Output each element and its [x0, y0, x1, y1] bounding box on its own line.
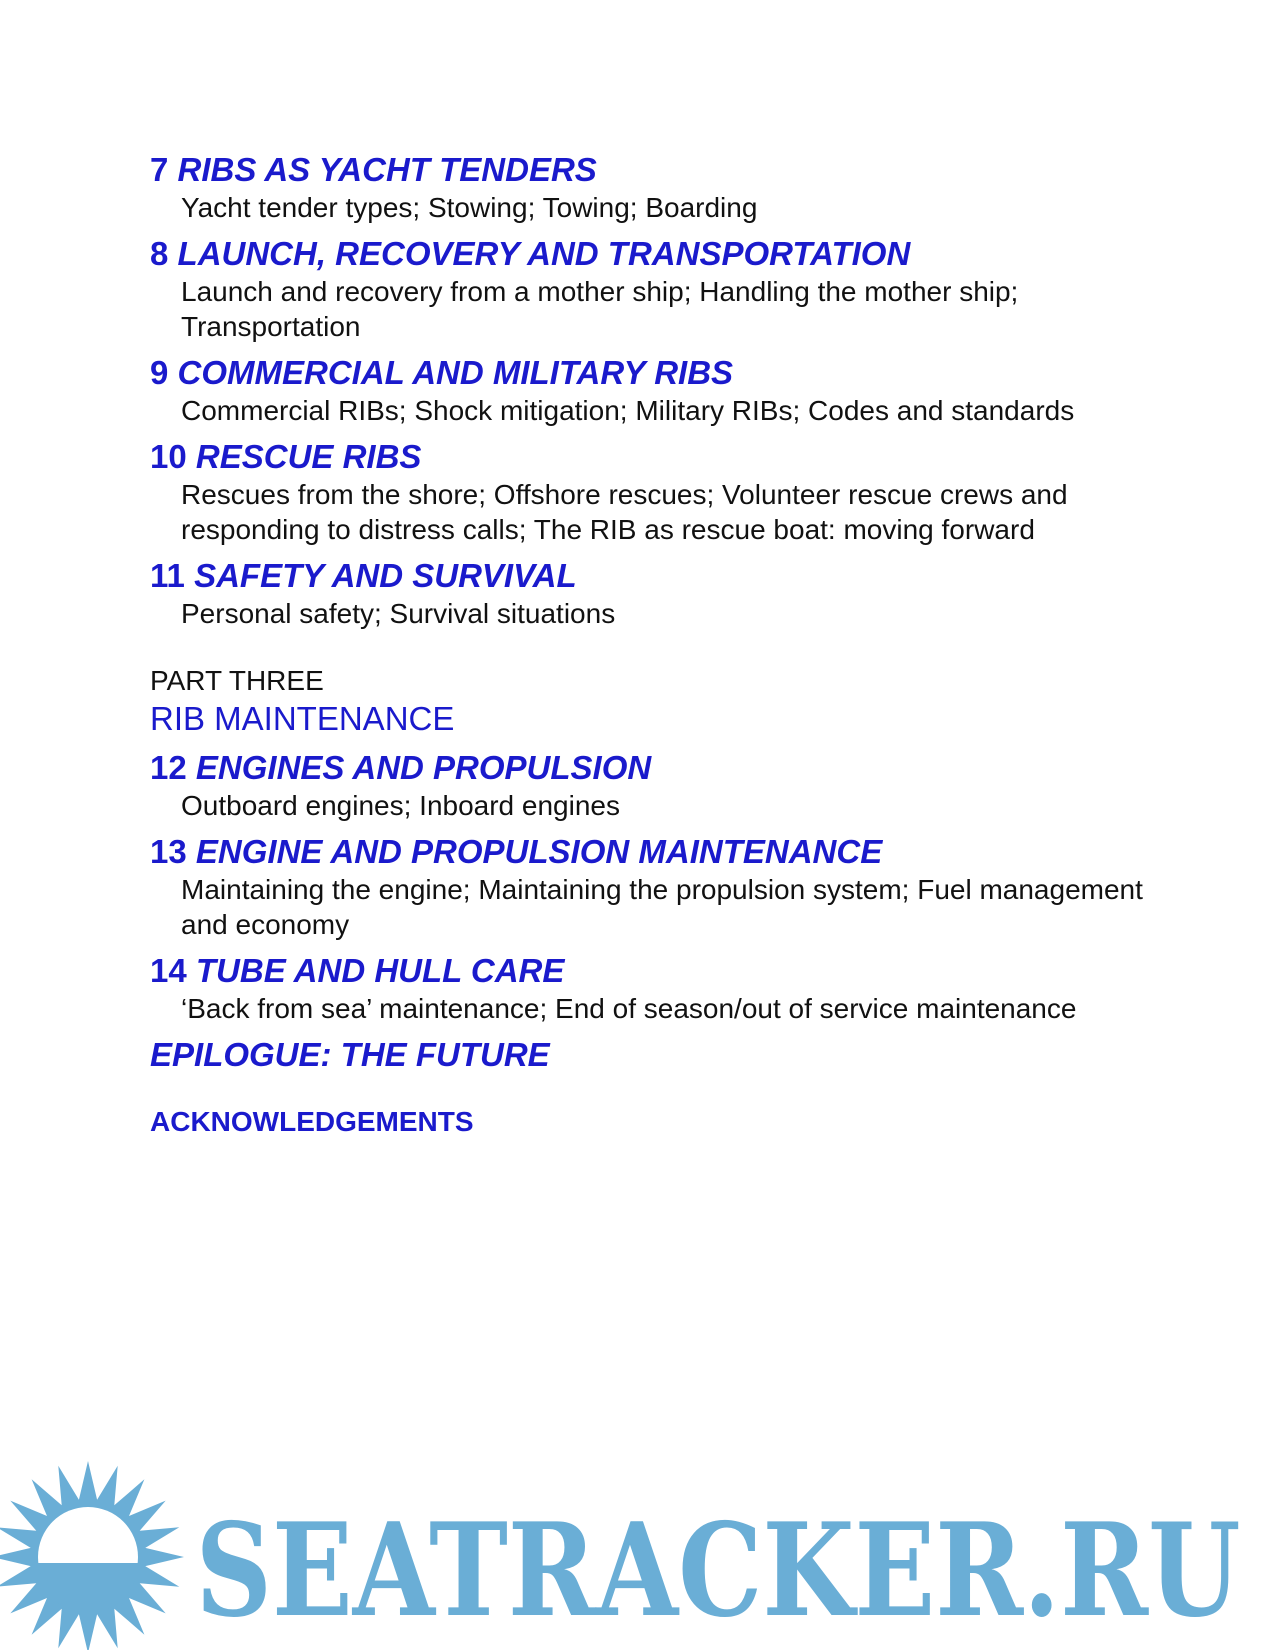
watermark-logo [0, 1455, 1275, 1650]
chapter-entry [150, 951, 1150, 1026]
chapter-number: 13 [150, 833, 187, 870]
chapter-title[interactable] [150, 234, 1150, 274]
chapter-number: 7 [150, 151, 169, 188]
chapter-title-text: LAUNCH, RECOVERY AND TRANSPORTATION [177, 235, 911, 272]
chapter-title[interactable] [150, 832, 1150, 872]
chapter-number: 14 [150, 952, 187, 989]
watermark-text: SEATRACKER.RU [195, 1496, 1241, 1646]
chapter-number: 10 [150, 438, 187, 475]
chapter-title[interactable] [150, 556, 1150, 596]
chapter-title-text: ENGINES AND PROPULSION [195, 749, 652, 786]
acknowledgements-title[interactable]: ACKNOWLEDGEMENTS [150, 1106, 474, 1137]
epilogue-title[interactable]: EPILOGUE: THE FUTURE [150, 1036, 550, 1073]
chapter-entry [150, 556, 1150, 631]
chapter-title-text: SAFETY AND SURVIVAL [194, 557, 577, 594]
chapter-description: Rescues from the shore; Offshore rescues; Volunteer rescue crews and responding to distress calls; The RIB as rescue boat: moving forward [181, 479, 1068, 545]
chapter-title-text: COMMERCIAL AND MILITARY RIBS [177, 354, 734, 391]
chapter-description: Maintaining the engine; Maintaining the propulsion system; Fuel management and economy [181, 874, 1143, 940]
chapter-title[interactable] [150, 150, 1150, 190]
chapter-description: Personal safety; Survival situations [181, 598, 616, 629]
chapter-title-text: RESCUE RIBS [195, 438, 422, 475]
chapter-entry [150, 353, 1150, 428]
sun-icon [0, 1461, 184, 1650]
chapter-description: Launch and recovery from a mother ship; Handling the mother ship; Transportation [181, 276, 1019, 342]
chapter-description: Outboard engines; Inboard engines [181, 790, 620, 821]
chapter-title[interactable] [150, 951, 1150, 991]
chapter-entry [150, 234, 1150, 344]
chapter-title-text: RIBS AS YACHT TENDERS [177, 151, 597, 188]
chapter-entry [150, 832, 1150, 942]
chapter-title[interactable] [150, 748, 1150, 788]
chapter-number: 8 [150, 235, 169, 272]
chapter-title[interactable] [150, 437, 1150, 477]
part-label: PART THREE [150, 665, 324, 696]
chapter-entry [150, 437, 1150, 547]
chapter-number: 11 [150, 557, 185, 594]
chapter-title[interactable] [150, 353, 1150, 393]
chapter-entry [150, 150, 1150, 225]
chapter-description: Commercial RIBs; Shock mitigation; Military RIBs; Codes and standards [181, 395, 1075, 426]
chapter-number: 9 [150, 354, 169, 391]
chapter-number: 12 [150, 749, 187, 786]
part-title[interactable]: RIB MAINTENANCE [150, 700, 455, 737]
chapter-description: ‘Back from sea’ maintenance; End of season/out of service maintenance [181, 993, 1077, 1024]
chapter-title-text: ENGINE AND PROPULSION MAINTENANCE [195, 833, 883, 870]
table-of-contents [150, 150, 1150, 1139]
chapter-title-text: TUBE AND HULL CARE [195, 952, 565, 989]
chapter-entry [150, 748, 1150, 823]
chapter-description: Yacht tender types; Stowing; Towing; Boarding [181, 192, 758, 223]
